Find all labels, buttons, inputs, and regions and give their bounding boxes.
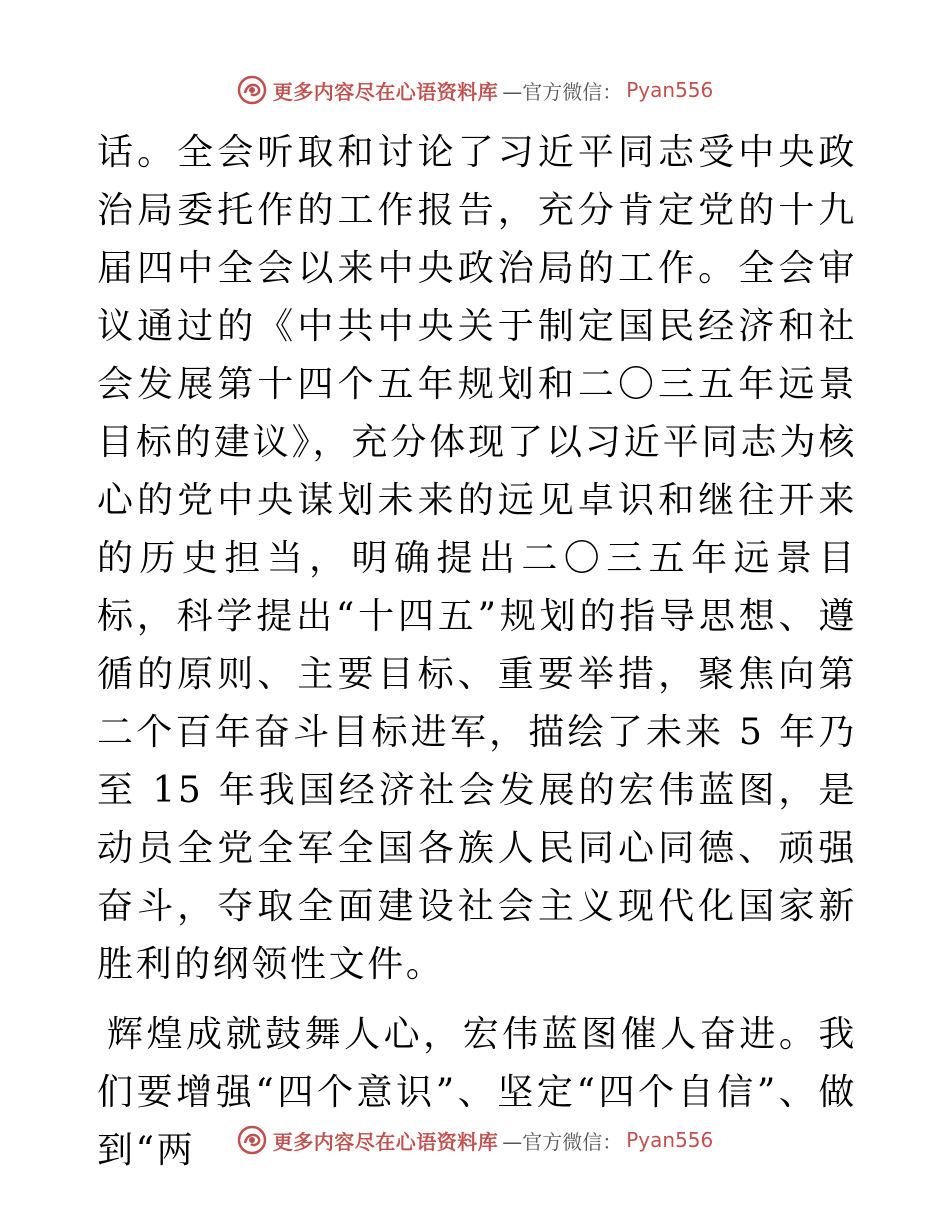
watermark-brand-text: 更多内容尽在心语资料库 <box>272 79 499 104</box>
watermark-separator-text: —官方微信： <box>502 79 623 104</box>
watermark-brand-text: 更多内容尽在心语资料库 <box>272 1129 499 1154</box>
watermark-wechat-id: Pyan556 <box>626 1128 714 1152</box>
watermark-separator-text: —官方微信： <box>502 1129 623 1154</box>
header-watermark <box>0 70 950 110</box>
paragraph-1: 话。全会听取和讨论了习近平同志受中央政治局委托作的工作报告，充分肯定党的十九届四中全会以来中央政治局的工作。全会审议通过的《中共中央关于制定国民经济和社会发展第十四个五年规划和二〇三五年远景目标的建议》，充分体现了以习近平同志为核心的党中央谋划未来的远见卓识和继往开来的历史担当，明确提出二〇三五年远景目标，科学提出“十四五”规划的指导思想、遵循的原则、主要目标、重要举措，聚焦向第二个百年奋斗目标进军，描绘了未来 5 年乃至 15 年我国经济社会发展的宏伟蓝图，是动员全党全军全国各族人民同心同德、顽强奋斗，夺取全面建设社会主义现代化国家新胜利的纲领性文件。 <box>97 132 857 985</box>
document-body <box>97 124 857 1180</box>
red-swirl-logo-icon <box>237 75 267 105</box>
footer-watermark <box>0 1120 950 1160</box>
paragraph-2: 辉煌成就鼓舞人心，宏伟蓝图催人奋进。我们要增强“四个意识”、坚定“四个自信”、做到“两 <box>97 1014 857 1171</box>
watermark-wechat-id: Pyan556 <box>626 78 714 102</box>
red-swirl-logo-icon <box>237 1125 267 1155</box>
